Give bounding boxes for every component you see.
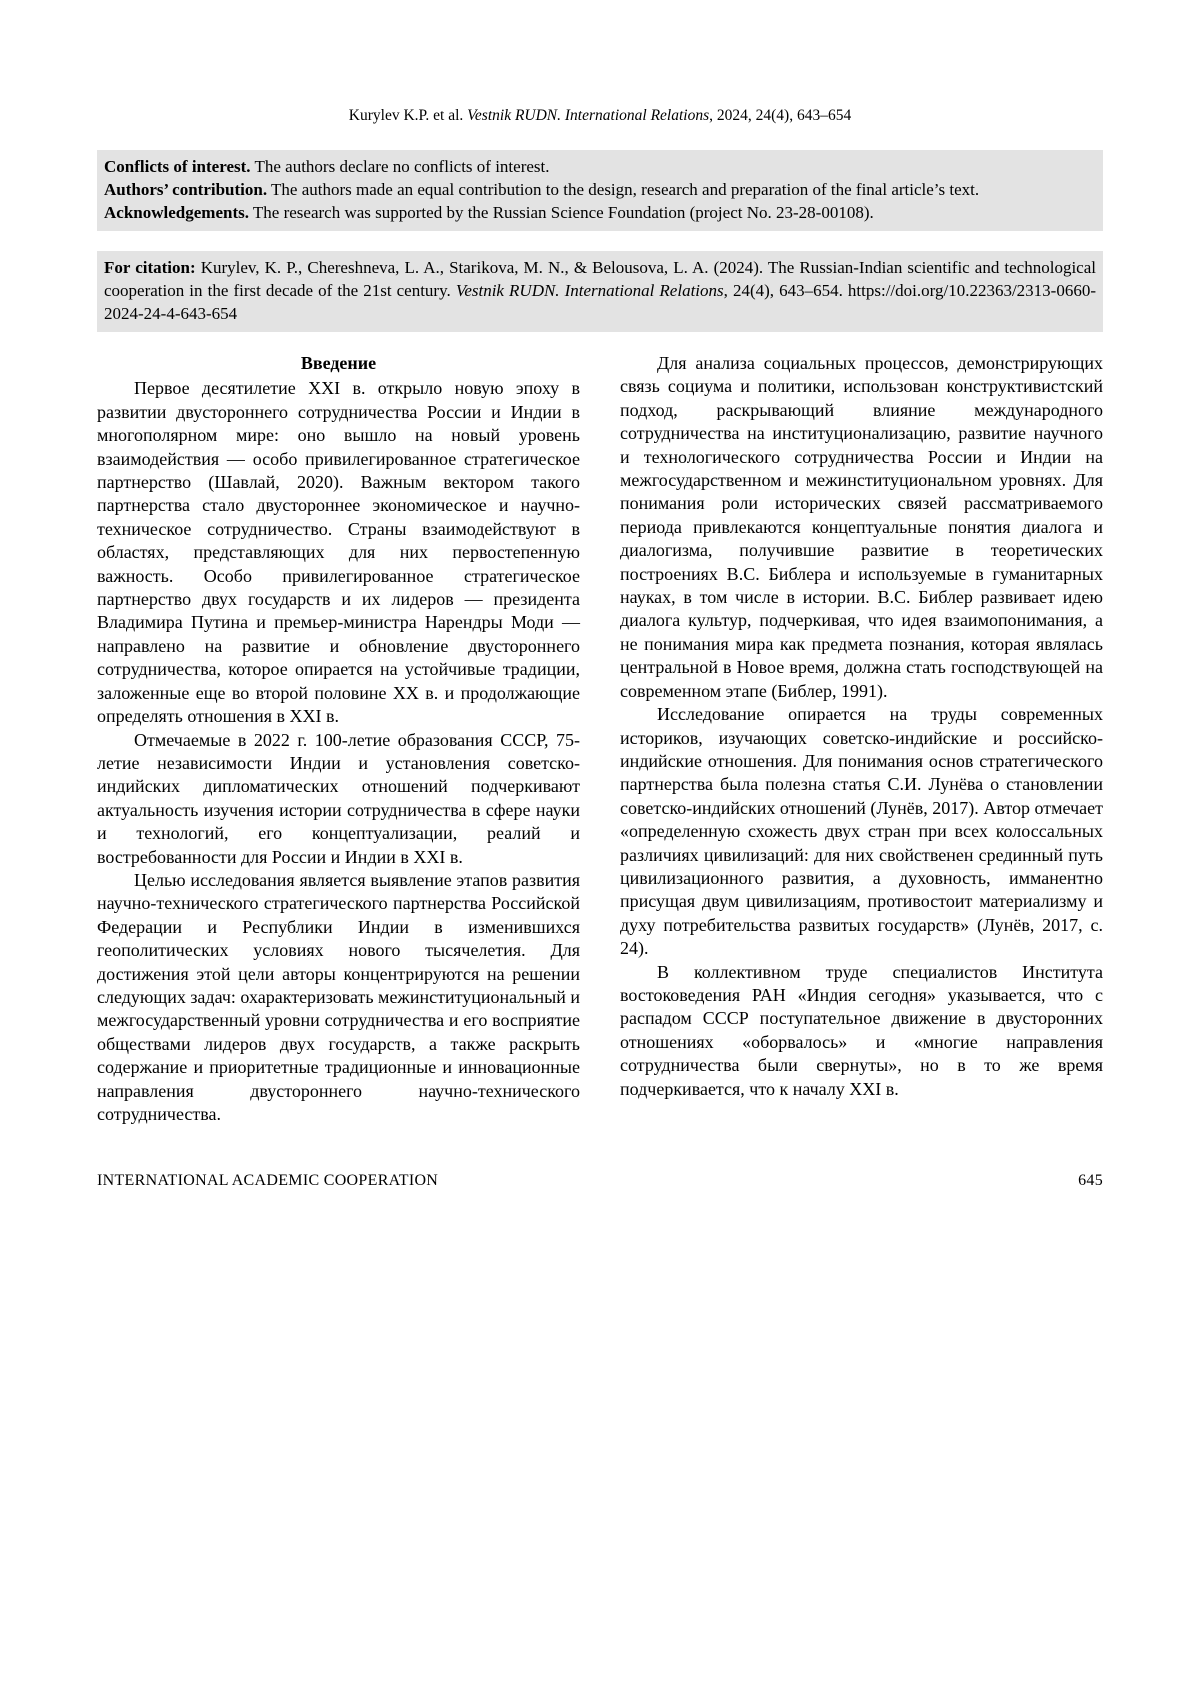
authors-contribution-text: The authors made an equal contribution to the design, research and preparation of the final article’s text. <box>267 180 980 199</box>
running-head-authors: Kurylev K.P. et al. <box>348 107 468 124</box>
running-head <box>97 106 1103 125</box>
article-body <box>97 352 1103 1126</box>
footer-section-title: INTERNATIONAL ACADEMIC COOPERATION <box>97 1172 439 1190</box>
authors-contribution-note <box>104 178 1096 201</box>
authors-contribution-label: Authors’ contribution. <box>104 180 268 199</box>
conflicts-of-interest-note <box>104 155 1096 178</box>
page-number: 645 <box>1078 1172 1103 1190</box>
left-column-paragraph-1: Первое десятилетие XXI в. открыло новую эпоху в развитии двустороннего сотрудничества России и Индии в многополярном мире: оно вышло на новый уровень взаимодействия — особо привилегированное стратегическое партнерство (Шавлай, 2020). Важным вектором такого партнерства стало двустороннее экономическое и научно-техническое сотрудничество. Страны взаимодействуют в областях, представляющих для них первостепенную важность. Особо привилегированное стратегическое партнерство двух государств и их лидеров — президента Владимира Путина и премьер-министра Нарендры Моди — направлено на развитие и обновление двустороннего сотрудничества, которое опирается на устойчивые традиции, заложенные еще во второй половине XX в. и продолжающие определять отношения в XXI в. <box>97 378 580 727</box>
right-column <box>620 352 1103 1126</box>
page-footer <box>97 1172 1103 1190</box>
running-head-issue: , 2024, 24(4), 643–654 <box>709 107 852 124</box>
right-column-paragraph-2: Исследование опирается на труды современных историков, изучающих советско-индийские и российско-индийские отношения. Для понимания основ стратегического партнерства была полезна статья С.И. Лунёва о становлении советско-индийских отношений (Лунёв, 2017). Автор отмечает «определенную схожесть двух стран при всех колоссальных различиях цивилизаций: для них свойственен срединный путь цивилизационного развития, а духовность, имманентно присущая двум цивилизациям, противостоит материализму и духу потребительства развитых государств» (Лунёв, 2017, с. 24). <box>620 704 1103 959</box>
right-column-paragraph-1: Для анализа социальных процессов, демонстрирующих связь социума и политики, использован конструктивистский подход, раскрывающий влияние международного сотрудничества на институционализацию, развитие научного и технологического сотрудничества России и Индии на межгосударственном и межинституциональном уровнях. Для понимания роли исторических связей рассматриваемого периода привлекаются концептуальные понятия диалога и диалогизма, получившие развитие в теоретических построениях В.С. Библера и используемые в гуманитарных науках, в том числе в истории. В.С. Библер развивает идею диалога культур, подчеркивая, что идея взаимопонимания, а не понимания мира как предмета познания, которая являлась центральной в Новое время, должна стать господствующей на современном этапе (Библер, 1991). <box>620 353 1103 701</box>
for-citation-label: For citation: <box>104 258 196 277</box>
conflicts-of-interest-label: Conflicts of interest. <box>104 157 251 176</box>
citation-block <box>97 251 1103 332</box>
acknowledgements-text: The research was supported by the Russian Science Foundation (project No. 23-28-00108). <box>248 203 874 222</box>
citation-journal-title: Vestnik RUDN. International Relations <box>455 281 724 300</box>
citation-paragraph <box>104 256 1096 325</box>
running-head-journal-title: Vestnik RUDN. International Relations <box>467 107 710 124</box>
left-column-paragraph-2: Отмечаемые в 2022 г. 100-летие образования СССР, 75-летие независимости Индии и установления советско-индийских дипломатических отношений подчеркивают актуальность изучения истории сотрудничества в сфере науки и технологий, его концептуализации, реалий и востребованности для России и Индии в XXI в. <box>97 729 580 867</box>
left-column <box>97 352 580 1126</box>
doi-link[interactable]: https://doi.org/10.22363/2313-0660-2024-24-4-643-654 <box>104 281 1096 323</box>
notes-block <box>97 150 1103 231</box>
right-column-paragraph-3: В коллективном труде специалистов Института востоковедения РАН «Индия сегодня» указывается, что с распадом СССР поступательное движение в двусторонних отношениях «оборвалось» и «многие направления сотрудничества были свернуты», но в то же время подчеркивается, что к началу XXI в. <box>620 961 1103 1099</box>
citation-text-before-journal: Kurylev, K. P., Chereshneva, L. A., Starikova, M. N., & Belousova, L. A. (2024). The Russian-Indian scientific and technological cooperation in the first decade of the 21st century. <box>104 258 1096 300</box>
acknowledgements-label: Acknowledgements. <box>104 203 249 222</box>
section-heading-vvedenie: Введение <box>300 353 377 373</box>
conflicts-of-interest-text: The authors declare no conflicts of interest. <box>250 157 550 176</box>
citation-text-after-journal: , 24(4), 643–654. <box>723 281 848 300</box>
left-column-paragraph-3: Целью исследования является выявление этапов развития научно-технического стратегического партнерства Российской Федерации и Республики Индии в изменившихся геополитических условиях нового тысячелетия. Для достижения этой цели авторы концентрируются на решении следующих задач: охарактеризовать межинституциональный и межгосударственный уровни сотрудничества и его восприятие обществами лидеров двух государств, а также раскрыть содержание и приоритетные традиционные и инновационные направления двустороннего научно-технического сотрудничества. <box>97 869 580 1124</box>
acknowledgements-note <box>104 201 1096 224</box>
